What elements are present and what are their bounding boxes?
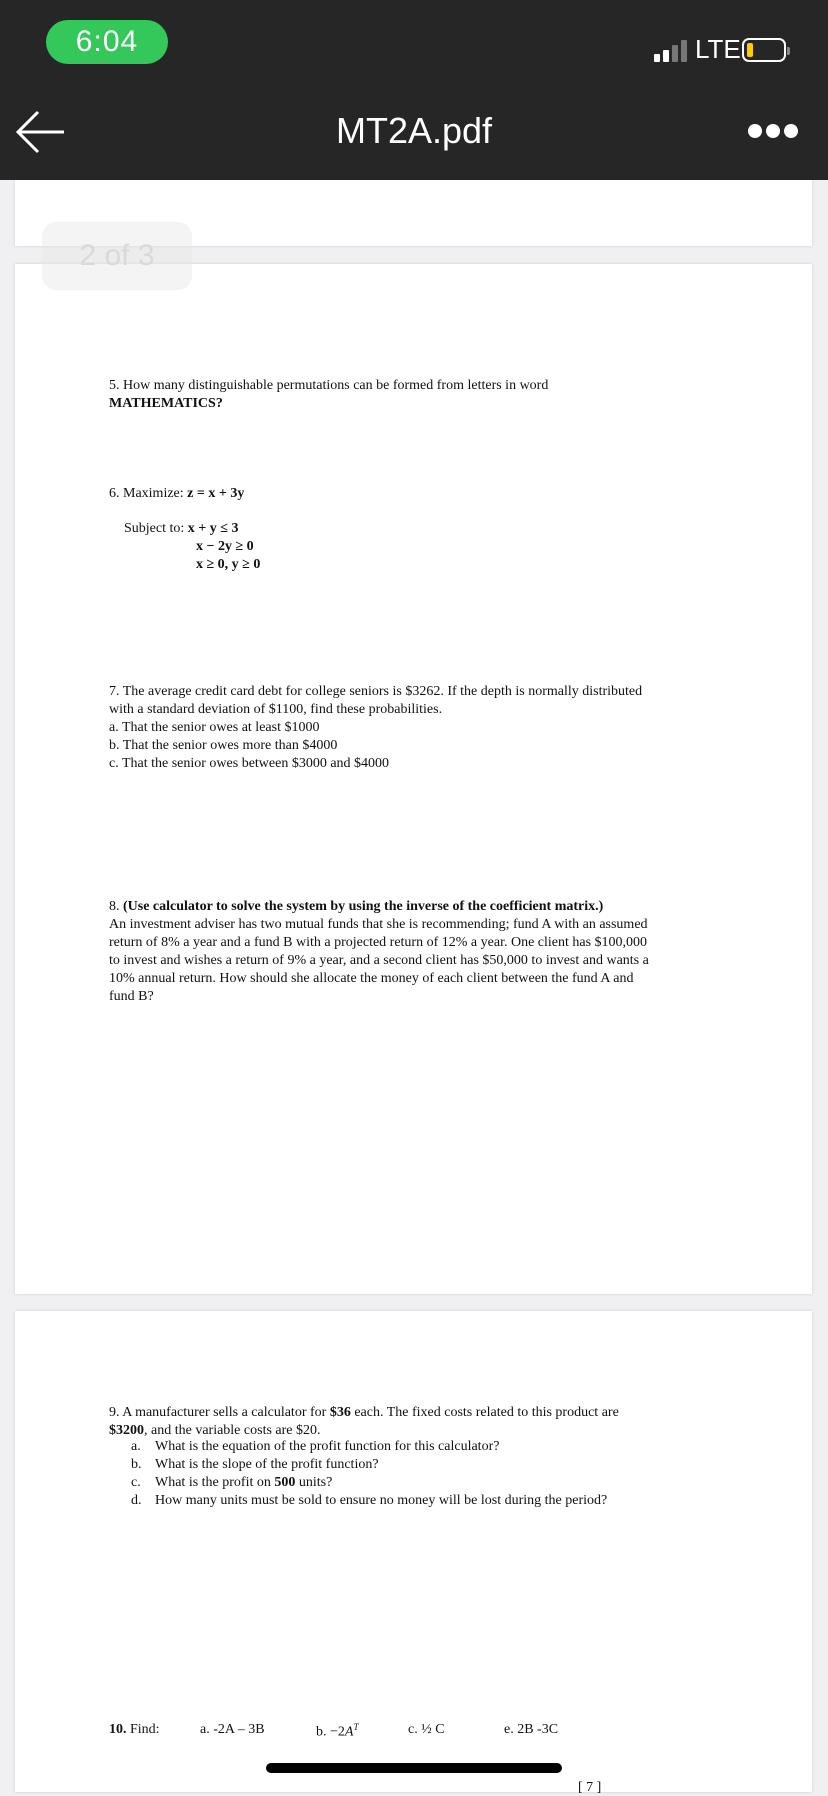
page-number: [ 7 ] — [578, 1780, 602, 1795]
question-5: 5. How many distinguishable permutations can be formed from letters in word MATHEMATICS? — [109, 378, 549, 411]
home-indicator[interactable] — [266, 1763, 562, 1773]
question-6-constraints: Subject to: x + y ≤ 3 x − 2y ≥ 0 x ≥ 0, y ≥ 0 — [124, 521, 261, 572]
pdf-page-current — [15, 264, 812, 1294]
question-8: 8. (Use calculator to solve the system by using the inverse of the coefficient matrix.) An investment adviser has two mutual funds that she is recommending; fund A with an assumed return of 8% a year and a fund B with a projected return of 12% a year. One client has $100,000 to invest and wishes a return of 9% a year, and a second client has $50,000 to invest and wants a 10% annual return. How should she allocate the money of each client between the fund A and fund B? — [109, 899, 649, 1004]
question-10-c: c. ½ C — [408, 1722, 445, 1737]
network-label: LTE — [695, 34, 741, 64]
question-9-items: a. What is the equation of the profit function for this calculator? b. What is the slope of the profit function? c. What is the profit on 500 units? d. How many units must be sold to ensure no money will be lost during the period? — [131, 1439, 608, 1508]
question-9: 9. A manufacturer sells a calculator for $36 each. The fixed costs related to this product are $3200, and the variable costs are $20. — [109, 1405, 619, 1438]
battery-icon — [742, 38, 786, 62]
more-horizontal-icon[interactable] — [748, 120, 798, 144]
question-10-a: a. -2A – 3B — [200, 1722, 265, 1737]
status-time: 6:04 — [46, 20, 168, 64]
question-10-label: 10. Find: — [109, 1722, 160, 1737]
top-bar — [0, 0, 828, 180]
page-indicator: 2 of 3 — [42, 222, 192, 290]
question-6: 6. Maximize: z = x + 3y — [109, 486, 245, 501]
question-10-b: b. $-2A^T$ — [316, 1722, 359, 1740]
question-7: 7. The average credit card debt for college seniors is $3262. If the depth is normally distributed with a standard deviation of $1100, find these probabilities. a. That the senior owes at least $1000 b. That the senior owes more than $4000 c. That the senior owes between $3000 and $4000 — [109, 684, 643, 771]
pdf-page-next — [15, 1311, 812, 1792]
document-title: MT2A.pdf — [335, 110, 493, 151]
question-10-e: e. 2B -3C — [504, 1722, 559, 1737]
signal-strength-icon — [654, 38, 692, 62]
